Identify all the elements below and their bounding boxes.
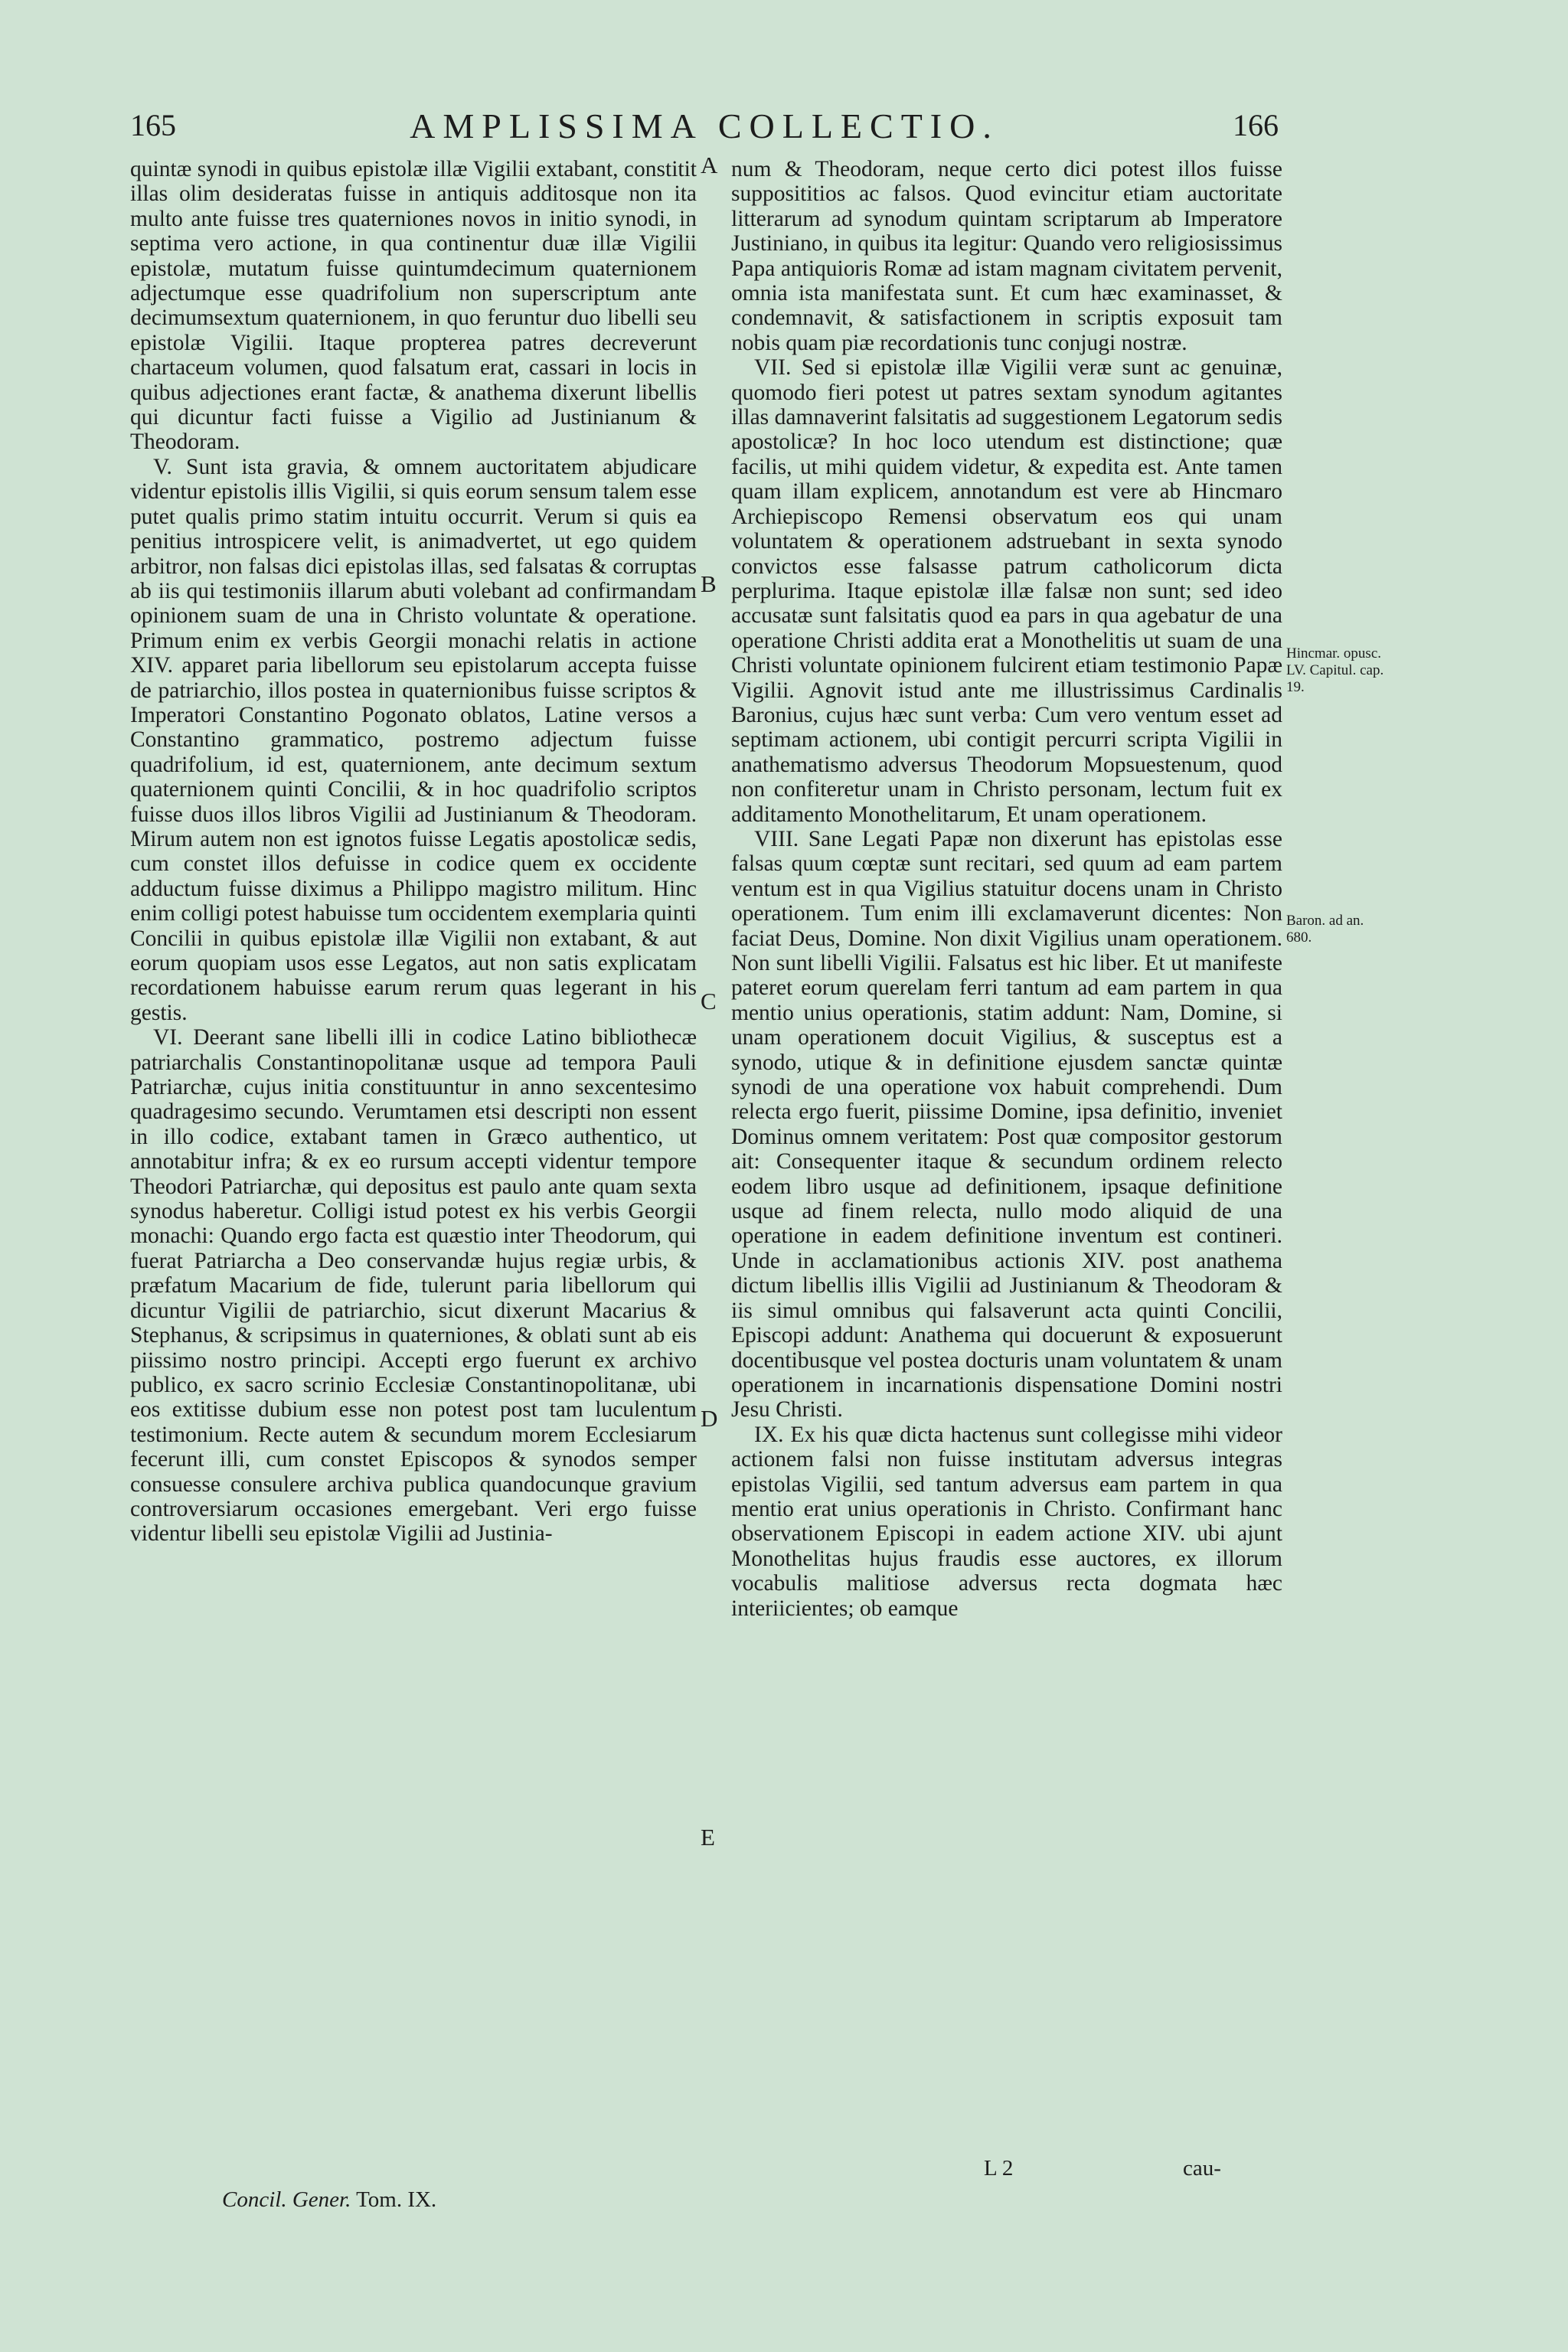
left-paragraph-3: VI. Deerant sane libelli illi in codice Latino bibliothecæ patriarchalis Constantinopolitanæ usque ad tempora Pauli Patriarchæ, cujus initia constituuntur in anno sexcentesimo quadragesimo secundo. Verumtamen etsi descripti non essent in illo codice, extabant tamen in Græco authentico, ut annotabitur infra; & ex eo rursum accepti videntur tempore Theodori Patriarchæ, qui depositus est paulo ante quam sexta synodus haberetur. Colligi istud potest ex his verbis Georgii monachi: Quando ergo facta est quæstio inter Theodorum, qui fuerat Patriarcha a Deo conservandæ hujus regiæ urbis, & præfatum Macarium de fide, tulerunt paria libellorum qui dicuntur Vigilii de patriarchio, sicut dixerunt Macarius & Stephanus, & scripsimus in quaterniones, & oblati sunt ab eis piissimo nostro principi. Accepti ergo fuerunt ex archivo publico, ex sacro scrinio Ecclesiæ Constantinopolitanæ, ubi eos extitisse dubium esse non potest post tam luculentum testimonium. Recte autem & secundum morem Ecclesiarum fecerunt illi, cum constet Episcopos & synodos semper consuesse consulere archiva publica quandocunque gravium controversiarum occasiones emergebant. Veri ergo fuisse videntur libelli seu epistolæ Vigilii ad Justinia- bbox=[130, 1025, 697, 1547]
section-marker-c: C bbox=[701, 988, 717, 1014]
signature-mark: L 2 bbox=[984, 2156, 1014, 2180]
margin-note-hincmar: Hincmar. opusc. LV. Capitul. cap. 19. bbox=[1286, 645, 1384, 695]
right-paragraph-4: IX. Ex his quæ dicta hactenus sunt collegisse mihi videor actionem falsi non fuisse institutam adversus integras epistolas Vigilii, sed tantum adversus eam partem in qua mentio erat unius operationis in Christo. Confirmant hanc observationem Episcopi in eadem actione XIV. ubi ajunt Monothelitas hujus fraudis esse auctores, ex illorum vocabulis malitiose adversus recta dogmata hæc interiicientes; ob eamque bbox=[731, 1422, 1282, 1621]
footer-collection: Concil. Gener. bbox=[222, 2187, 351, 2212]
section-marker-b: B bbox=[701, 570, 717, 597]
section-marker-e: E bbox=[701, 1824, 715, 1851]
page-number-right: 166 bbox=[1233, 108, 1279, 142]
running-title: AMPLISSIMA COLLECTIO. bbox=[410, 106, 999, 145]
catchword: cau- bbox=[1183, 2156, 1221, 2180]
left-paragraph-2: V. Sunt ista gravia, & omnem auctoritatem abjudicare videntur epistolis illis Vigilii, si quis eorum sensum talem esse putet qualis primo statim intuitu occurrit. Verum si quis ea penitius introspicere velit, is animadvertet, ut ego quidem arbitror, non falsas dici epistolas illas, sed falsatas & corruptas ab iis qui testimoniis illarum abuti volebant ad confirmandam opinionem suam de una in Christo voluntate & operatione. Primum enim ex verbis Georgii monachi relatis in actione XIV. apparet paria libellorum seu epistolarum accepta fuisse de patriarchio, illos postea in quaternionibus fuisse scriptos & Imperatori Constantino Pogonato oblatos, Latine versos a Constantino grammatico, postremo adjectum fuisse quadrifolium, id est, quaternionem, ante decimum sextum quaternionem quinti Concilii, & in hoc quadrifolio scriptos fuisse duos illos libros Vigilii ad Justinianum & Theodoram. Mirum autem non est ignotos fuisse Legatis apostolicæ sedis, cum constet illos defuisse in codice quem ex occidente adductum fuisse diximus a Philippo magistro militum. Hinc enim colligi potest habuisse tum occidentem exemplaria quinti Concilii in quibus epistolæ illæ Vigilii non extabant, & aut eorum quopiam usos esse Legatos, aut non satis explicatam recordationem habuisse earum rerum quas legerant in his gestis. bbox=[130, 454, 697, 1025]
section-marker-d: D bbox=[701, 1405, 718, 1432]
section-marker-a: A bbox=[701, 152, 718, 178]
margin-note-baronius: Baron. ad an. 680. bbox=[1286, 913, 1364, 946]
right-paragraph-3: VIII. Sane Legati Papæ non dixerunt has epistolas esse falsas quum cœptæ sunt recitari, sed quum ad eam partem ventum est in qua Vigilius statuitur docens unam in Christo operationem. Tum enim illi exclamaverunt dicentes: Non faciat Deus, Domine. Non dixit Vigilius unam operationem. Non sunt libelli Vigilii. Falsatus est hic liber. Et ut manifeste pateret eorum querelam ferri tantum ad eam partem in qua mentio unius operationis, statim addunt: Nam, Domine, si unam operationem docuit Vigilius, & susceptus est a synodo, utique & in definitione ejusdem sanctæ quintæ synodi de una operatione vox habuit comprehendi. Dum relecta ergo fuerit, piissime Domine, ipsa definitio, inveniet Dominus omnem veritatem: Post quæ compositor gestorum ait: Consequenter itaque & secundum ordinem relecto eodem libro usque ad definitionem, ipsaque definitione usque ad finem relecta, nullo modo aliquid de una operatione in eadem definitione inventum est contineri. Unde in acclamationibus actionis XIV. post anathema dictum libellis illis Vigilii ad Justinianum & Theodoram & iis simul omnibus qui falsaverunt acta quinti Concilii, Episcopi addunt: Anathema qui docuerunt & exposuerunt docentibusque vel postea docturis unam voluntatem & unam operationem in incarnationis dispensatione Domini nostri Jesu Christi. bbox=[731, 826, 1282, 1423]
right-paragraph-1: num & Theodoram, neque certo dici potest illos fuisse supposititios ac falsos. Quod evincitur etiam auctoritate litterarum ad synodum quintam scriptarum ab Imperatore Justiniano, in quibus ita legitur: Quando vero religiosissimus Papa antiquioris Romæ ad istam magnam civitatem pervenit, omnia ista manifestata sunt. Et cum hæc examinasset, & condemnavit, & satisfactionem in scriptis exposuit tam nobis quam piæ recordationis tunc conjugi nostræ. bbox=[731, 157, 1282, 355]
page-number-left: 165 bbox=[130, 108, 176, 142]
footer-volume bbox=[222, 2187, 436, 2213]
right-paragraph-2: VII. Sed si epistolæ illæ Vigilii veræ sunt ac genuinæ, quomodo fieri potest ut patres sextam synodum agitantes illas damnaverint falsitatis ad suggestionem Legatorum sedis apostolicæ? In hoc loco utendum est distinctione; quæ facilis, ut mihi quidem videtur, & expedita est. Ante tamen quam illam explicem, annotandum est vere ab Hincmaro Archiepiscopo Remensi observatum eos qui unam voluntatem & operationem adstruebant in sexta synodo convictos esse falsasse patrum catholicorum dicta perplurima. Itaque epistolæ illæ falsæ non sunt; sed ideo accusatæ sunt falsitatis quod ea pars in qua agebatur de una operatione Christi addita erat a Monothelitis ut suam de una Christi voluntate opinionem fulcirent etiam testimonio Papæ Vigilii. Agnovit istud ante me illustrissimus Cardinalis Baronius, cujus hæc sunt verba: Cum vero ventum esset ad septimam actionem, ubi contigit percurri scripta Vigilii in anathematismo adversus Theodorum Mopsuestenum, quod non confiteretur unam in Christo personam, lectum fuit ex additamento Monothelitarum, Et unam operationem. bbox=[731, 355, 1282, 827]
page-header bbox=[130, 107, 1279, 153]
footer-tome: Tom. IX. bbox=[356, 2187, 437, 2212]
left-column bbox=[130, 157, 697, 1547]
right-column bbox=[731, 157, 1282, 1621]
left-paragraph-1: quintæ synodi in quibus epistolæ illæ Vigilii extabant, constitit illas olim desideratas fuisse in antiquis additosque non ita multo ante fuisse tres quaterniones novos in initio synodi, in septima vero actione, in qua continentur duæ illæ Vigilii epistolæ, mutatum fuisse quintumdecimum quaternionem adjectumque esse quadrifolium non superscriptum ante decimumsextum quaternionem, in quo feruntur duo libelli seu epistolæ Vigilii. Itaque propterea patres decreverunt chartaceum volumen, quod falsatum erat, cassari in locis in quibus adjectiones erant factæ, & anathema dixerunt libellis qui dicuntur facti fuisse a Vigilio ad Justinianum & Theodoram. bbox=[130, 157, 697, 455]
